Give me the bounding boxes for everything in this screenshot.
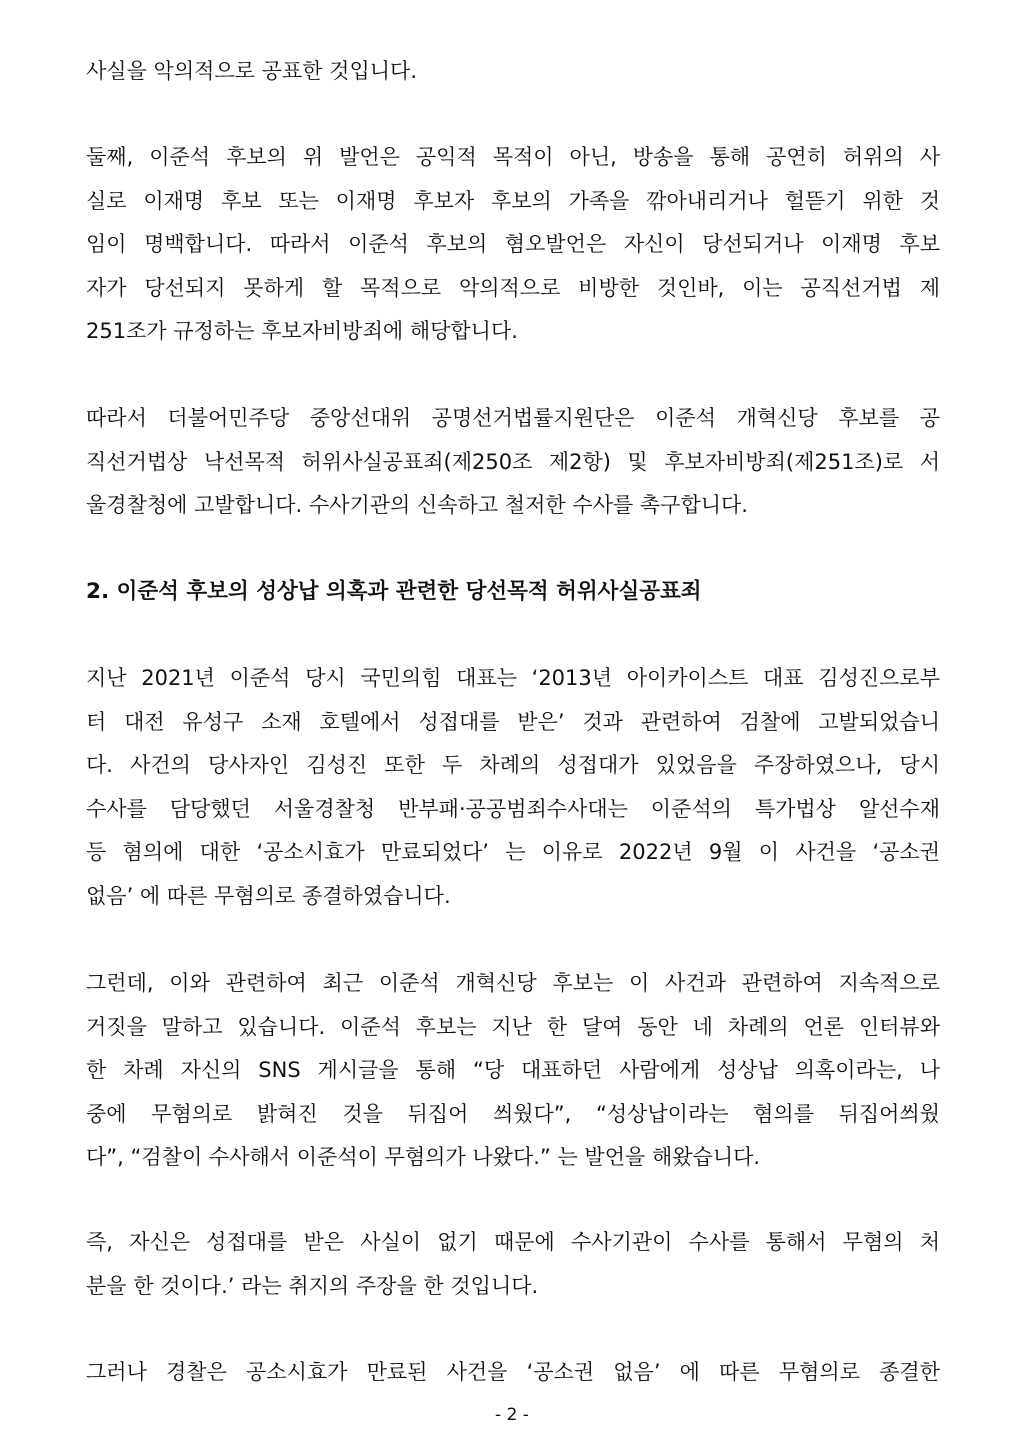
text-line: 없음’ 에 따른 무혐의로 종결하였습니다. — [86, 883, 451, 908]
text-line: 즉, 자신은 성접대를 받은 사실이 없기 때문에 수사기관이 수사를 통해서 무혐의 처 — [86, 1230, 940, 1254]
paragraph-1 — [86, 50, 940, 94]
paragraph-5 — [86, 962, 940, 1180]
text-line: 중에 무혐의로 밝혀진 것을 뒤집어 씌웠다”, “성상납이라는 혐의를 뒤집어씌웠 — [86, 1101, 940, 1126]
text-line: 다. 사건의 당사자인 김성진 또한 두 차례의 성접대가 있었음을 주장하였으나, 당시 — [86, 753, 940, 777]
text-line: 울경찰청에 고발합니다. 수사기관의 신속하고 철저한 수사를 촉구합니다. — [86, 493, 748, 517]
text-line: 실로 이재명 후보 또는 이재명 후보자 후보의 가족을 깎아내리거나 헐뜯기 위한 것 — [86, 188, 940, 213]
text-line: 거짓을 말하고 있습니다. 이준석 후보는 지난 한 달여 동안 네 차례의 언론 인터뷰와 — [86, 1014, 940, 1039]
paragraph-2 — [86, 136, 940, 354]
text-line: 지난 2021년 이준석 당시 국민의힘 대표는 ‘2013년 아이카이스트 대표 김성진으로부 — [86, 666, 940, 690]
text-line: 그러나 경찰은 공소시효가 만료된 사건을 ‘공소권 없음’ 에 따른 무혐의로 종결한 — [86, 1360, 940, 1384]
page-number: - 2 - — [495, 1405, 529, 1425]
paragraph-4 — [86, 657, 940, 918]
section-heading: 2. 이준석 후보의 성상납 의혹과 관련한 당선목적 허위사실공표죄 — [86, 579, 702, 604]
text-line: 등 혐의에 대한 ‘공소시효가 만료되었다’ 는 이유로 2022년 9월 이 사건을 ‘공소권 — [86, 840, 940, 864]
text-line: 임이 명백합니다. 따라서 이준석 후보의 혐오발언은 자신이 당선되거나 이재명 후보 — [86, 232, 940, 256]
text-line: 터 대전 유성구 소재 호텔에서 성접대를 받은’ 것과 관련하여 검찰에 고발되었습니 — [86, 709, 940, 734]
paragraph-3 — [86, 397, 940, 528]
text-line: 251조가 규정하는 후보자비방죄에 해당합니다. — [86, 319, 518, 343]
text-line: 수사를 담당했던 서울경찰청 반부패·공공범죄수사대는 이준석의 특가법상 알선수재 — [86, 796, 940, 821]
text-line: 분을 한 것이다.’ 라는 취지의 주장을 한 것입니다. — [86, 1273, 539, 1298]
text-line: 따라서 더불어민주당 중앙선대위 공명선거법률지원단은 이준석 개혁신당 후보를 공 — [86, 406, 940, 430]
text-line: 사실을 악의적으로 공표한 것입니다. — [86, 59, 417, 83]
paragraph-6 — [86, 1221, 940, 1308]
text-line: 둘째, 이준석 후보의 위 발언은 공익적 목적이 아닌, 방송을 통해 공연히 허위의 사 — [86, 145, 940, 169]
text-line: 한 차례 자신의 SNS 게시글을 통해 “당 대표하던 사람에게 성상납 의혹이라는, 나 — [86, 1058, 940, 1082]
text-line: 직선거법상 낙선목적 허위사실공표죄(제250조 제2항) 및 후보자비방죄(제251조)로 서 — [86, 449, 940, 474]
paragraph-7 — [86, 1351, 940, 1395]
text-line: 자가 당선되지 못하게 할 목적으로 악의적으로 비방한 것인바, 이는 공직선거법 제 — [86, 275, 940, 300]
text-line: 그런데, 이와 관련하여 최근 이준석 개혁신당 후보는 이 사건과 관련하여 지속적으로 — [86, 971, 940, 995]
text-line: 다”, “검찰이 수사해서 이준석이 무혐의가 나왔다.” 는 발언을 해왔습니다. — [86, 1145, 761, 1169]
